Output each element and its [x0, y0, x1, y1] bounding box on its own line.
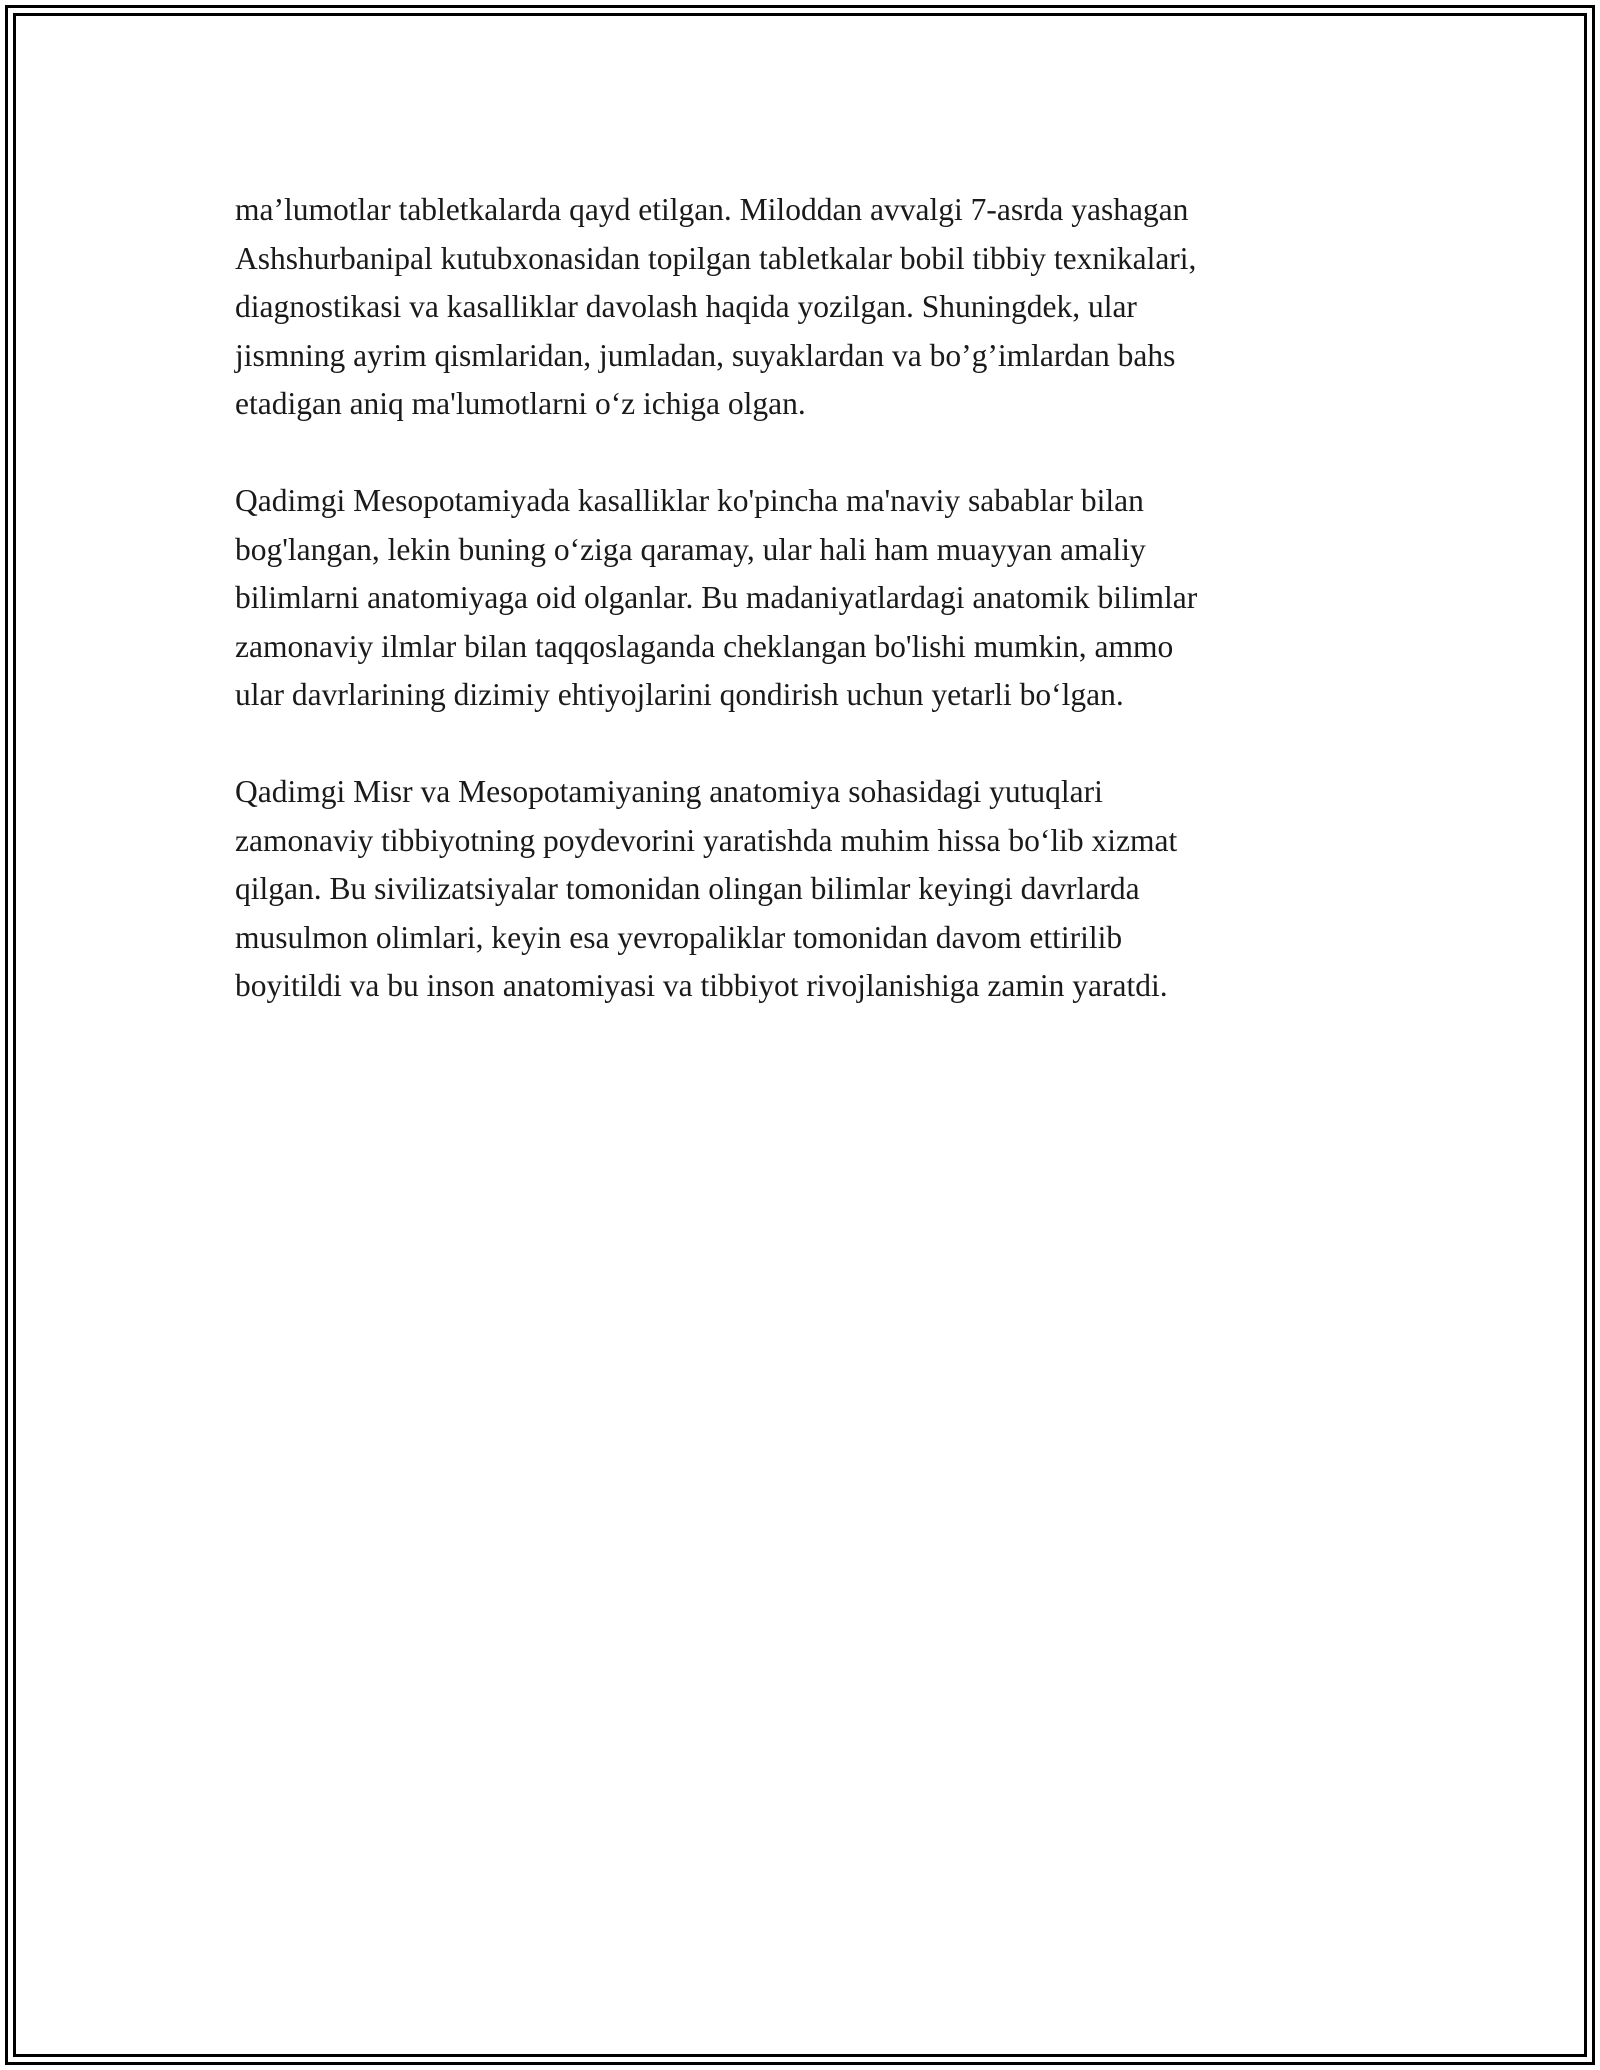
text-line: bilimlarni anatomiyaga oid olganlar. Bu madaniyatlardagi anatomik bilimlar — [235, 580, 1198, 615]
document-body — [235, 186, 1375, 1059]
text-line: Qadimgi Mesopotamiyada kasalliklar ko'pincha ma'naviy sabablar bilan — [235, 483, 1144, 518]
paragraph-1 — [235, 186, 1375, 429]
text-line: etadigan aniq ma'lumotlarni o‘z ichiga olgan. — [235, 386, 806, 421]
text-line: ma’lumotlar tabletkalarda qayd etilgan. Miloddan avvalgi 7-asrda yashagan — [235, 192, 1189, 227]
text-line: boyitildi va bu inson anatomiyasi va tibbiyot rivojlanishiga zamin yaratdi. — [235, 968, 1168, 1003]
text-line: qilgan. Bu sivilizatsiyalar tomonidan olingan bilimlar keyingi davrlarda — [235, 871, 1140, 906]
text-line: zamonaviy tibbiyotning poydevorini yaratishda muhim hissa bo‘lib xizmat — [235, 822, 1178, 858]
text-line: diagnostikasi va kasalliklar davolash haqida yozilgan. Shuningdek, ular — [235, 289, 1137, 324]
text-line: bog'langan, lekin buning o‘ziga qaramay, ular hali ham muayyan amaliy — [235, 531, 1146, 567]
paragraph-3 — [235, 768, 1375, 1011]
text-line: musulmon olimlari, keyin esa yevropaliklar tomonidan davom ettirilib — [235, 919, 1123, 955]
text-line: ular davrlarining dizimiy ehtiyojlarini qondirish uchun yetarli bo‘lgan. — [235, 677, 1124, 712]
text-line: zamonaviy ilmlar bilan taqqoslaganda cheklangan bo'lishi mumkin, ammo — [235, 628, 1174, 664]
text-line: Qadimgi Misr va Mesopotamiyaning anatomiya sohasidagi yutuqlari — [235, 774, 1103, 809]
text-line: Ashshurbanipal kutubxonasidan topilgan tabletkalar bobil tibbiy texnikalari, — [235, 240, 1197, 276]
text-line: jismning ayrim qismlaridan, jumladan, suyaklardan va bo’g’imlardan bahs — [235, 337, 1176, 373]
paragraph-2 — [235, 477, 1375, 720]
